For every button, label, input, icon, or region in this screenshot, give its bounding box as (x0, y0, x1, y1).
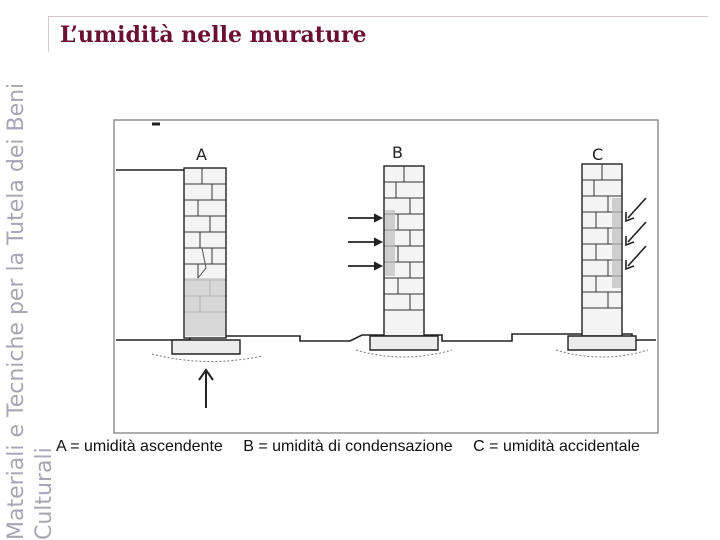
vertical-course-label (4, 0, 60, 540)
label-c: C (592, 145, 604, 164)
caption-b: B = umidità di condensazione (243, 438, 453, 455)
foundation-c (568, 336, 636, 350)
foundation-b (370, 336, 438, 350)
label-b: B (392, 143, 403, 162)
caption-a: A = umidità ascendente (56, 438, 223, 455)
caption-c: C = umidità accidentale (473, 438, 640, 455)
label-a: A (196, 145, 207, 164)
course-label-line-1: Materiali e Tecniche per la Tutela dei Beni (4, 82, 29, 540)
course-label-line-2: Culturali (32, 447, 57, 540)
foundation-a (172, 340, 240, 354)
wall-moisture-diagram (112, 118, 660, 435)
figure-caption (56, 438, 716, 456)
page-title: L’umidità nelle murature (60, 22, 367, 48)
